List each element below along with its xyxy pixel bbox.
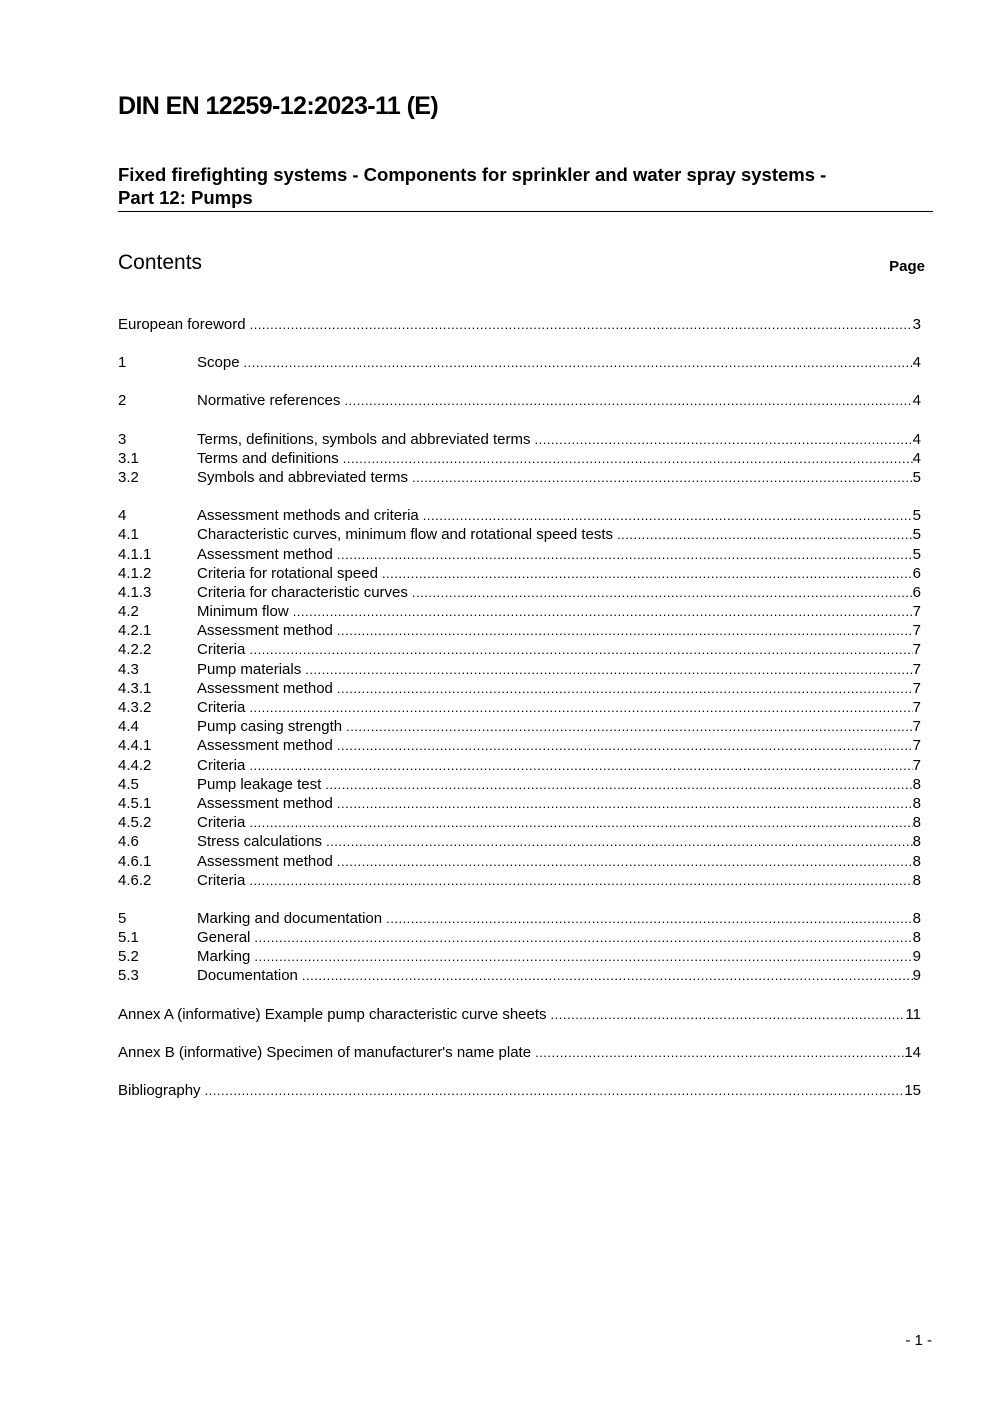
toc-entry-page: 14: [904, 1043, 921, 1061]
toc-entry[interactable]: [118, 545, 921, 564]
toc-entry[interactable]: [118, 506, 921, 525]
toc-dot-leader: [244, 353, 913, 372]
toc-entry-page: 5: [912, 468, 921, 486]
toc-entry-title: Characteristic curves, minimum flow and rotational speed tests: [197, 526, 614, 544]
toc-entry-title: Assessment method: [197, 679, 333, 697]
toc-dot-leader: [293, 602, 913, 621]
toc-entry-title: Annex B (informative) Specimen of manufacturer's name plate: [118, 1043, 532, 1061]
toc-entry[interactable]: [118, 468, 921, 487]
toc-entry-title: Assessment method: [197, 737, 333, 755]
toc-dot-leader: [326, 832, 913, 851]
document-id: DIN EN 12259-12:2023-11 (E): [118, 92, 439, 120]
toc-entry-page: 11: [905, 1005, 921, 1023]
toc-entry-page: 15: [904, 1082, 921, 1099]
toc-dot-leader: [551, 1005, 906, 1024]
toc-entry-title: Terms and definitions: [197, 449, 339, 467]
toc-entry-number: 4.6.2: [118, 871, 152, 889]
toc-entry-number: 1: [118, 354, 127, 372]
toc-entry-page: 8: [912, 852, 921, 870]
toc-entry-page: 6: [912, 564, 921, 582]
toc-entry-page: 4: [912, 354, 921, 372]
document-title-line-1: Fixed firefighting systems - Components for sprinkler and water spray systems -: [118, 164, 827, 185]
toc-entry[interactable]: [118, 717, 921, 736]
toc-entry-number: 4.4: [118, 718, 139, 736]
toc-entry[interactable]: [118, 852, 921, 871]
toc-entry[interactable]: [118, 315, 921, 334]
toc-dot-leader: [337, 621, 913, 640]
toc-entry-number: 3.2: [118, 468, 139, 486]
toc-entry-page: 8: [912, 909, 921, 927]
toc-dot-leader: [423, 506, 913, 525]
toc-dot-leader: [325, 775, 912, 794]
toc-dot-leader: [534, 430, 912, 449]
toc-dot-leader: [249, 871, 912, 890]
toc-dot-leader: [412, 468, 913, 487]
toc-entry-number: 4.3.1: [118, 679, 152, 697]
toc-entry[interactable]: [118, 391, 921, 410]
toc-entry-page: 5: [912, 545, 921, 563]
toc-entry-title: Criteria: [197, 814, 246, 832]
toc-entry-number: 5.2: [118, 948, 139, 966]
toc-entry[interactable]: [118, 756, 921, 775]
toc-dot-leader: [386, 909, 913, 928]
toc-dot-leader: [337, 545, 913, 564]
toc-entry-number: 4.5: [118, 775, 139, 793]
toc-entry-number: 4.2.2: [118, 641, 152, 659]
toc-entry[interactable]: [118, 1005, 921, 1024]
toc-entry[interactable]: [118, 698, 921, 717]
toc-entry-title: Documentation: [197, 967, 298, 985]
toc-dot-leader: [337, 736, 913, 755]
toc-dot-leader: [254, 928, 912, 947]
toc-entry-number: 3: [118, 430, 127, 448]
toc-entry[interactable]: [118, 947, 921, 966]
toc-entry-page: 8: [912, 833, 921, 851]
toc-dot-leader: [249, 640, 912, 659]
toc-entry-page: 7: [912, 718, 921, 736]
toc-entry-title: Pump casing strength: [197, 718, 343, 736]
toc-dot-leader: [412, 583, 913, 602]
toc-entry-title: Pump materials: [197, 660, 302, 678]
toc-entry[interactable]: [118, 583, 921, 602]
toc-entry[interactable]: [118, 832, 921, 851]
toc-entry-number: 4.3: [118, 660, 139, 678]
toc-entry-title: Criteria: [197, 871, 246, 889]
toc-entry-number: 4: [118, 507, 127, 525]
toc-dot-leader: [344, 391, 912, 410]
toc-entry-page: 7: [912, 641, 921, 659]
toc-entry[interactable]: [118, 736, 921, 755]
toc-entry-title: Criteria for rotational speed: [197, 564, 378, 582]
toc-entry-title: Assessment method: [197, 622, 333, 640]
toc-entry-title: Pump leakage test: [197, 775, 322, 793]
toc-entry-title: Stress calculations: [197, 833, 323, 851]
toc-entry-number: 2: [118, 392, 127, 410]
toc-entry-number: 4.1: [118, 526, 139, 544]
toc-entry-page: 8: [912, 775, 921, 793]
toc-entry[interactable]: [118, 660, 921, 679]
toc-entry[interactable]: [118, 430, 921, 449]
toc-entry-number: 4.1.2: [118, 564, 152, 582]
toc-entry-page: 9: [912, 948, 921, 966]
toc-entry-page: 8: [912, 871, 921, 889]
toc-entry-page: 7: [912, 660, 921, 678]
toc-entry-title: Marking: [197, 948, 251, 966]
toc-entry-page: 8: [912, 794, 921, 812]
toc-entry-title: Marking and documentation: [197, 909, 383, 927]
contents-heading: Contents: [118, 251, 203, 274]
toc-entry[interactable]: [118, 525, 921, 544]
toc-entry-title: Criteria: [197, 756, 246, 774]
toc-entry[interactable]: [118, 679, 921, 698]
toc-entry[interactable]: [118, 813, 921, 832]
toc-dot-leader: [250, 315, 913, 334]
toc-entry[interactable]: [118, 449, 921, 468]
toc-entry-page: 7: [912, 622, 921, 640]
toc-entry[interactable]: [118, 621, 921, 640]
toc-entry-page: 6: [912, 583, 921, 601]
toc-entry-page: 4: [912, 430, 921, 448]
toc-entry-title: Criteria: [197, 641, 246, 659]
toc-entry-title: General: [197, 929, 251, 947]
toc-entry[interactable]: [118, 928, 921, 947]
toc-entry-number: 4.4.1: [118, 737, 152, 755]
toc-entry-page: 8: [912, 929, 921, 947]
document-title-line-2: Part 12: Pumps: [118, 187, 253, 208]
toc-dot-leader: [254, 947, 912, 966]
toc-entry-page: 5: [912, 526, 921, 544]
toc-entry-title: Assessment method: [197, 852, 333, 870]
toc-dot-leader: [346, 717, 913, 736]
toc-dot-leader: [205, 1081, 905, 1100]
toc-dot-leader: [249, 756, 912, 775]
toc-dot-leader: [337, 852, 913, 871]
toc-entry-title: Assessment methods and criteria: [197, 507, 419, 525]
toc-entry-title: Criteria: [197, 699, 246, 716]
toc-dot-leader: [249, 698, 912, 717]
toc-entry-page: 8: [912, 814, 921, 832]
toc-entry-title: Assessment method: [197, 545, 333, 563]
toc-dot-leader: [305, 660, 912, 679]
toc-entry-page: 7: [912, 699, 921, 716]
toc-entry-number: 4.5.1: [118, 794, 152, 812]
toc-entry-number: 5.3: [118, 967, 139, 985]
toc-dot-leader: [535, 1043, 904, 1062]
toc-entry[interactable]: [118, 1043, 921, 1062]
toc-entry[interactable]: [118, 794, 921, 813]
toc-entry-page: 5: [912, 507, 921, 525]
page-number: - 1 -: [905, 1332, 932, 1349]
toc-entry-number: 4.6.1: [118, 852, 152, 870]
toc-entry-number: 4.5.2: [118, 814, 152, 832]
toc-entry-number: 4.2.1: [118, 622, 152, 640]
toc-entry-title: Scope: [197, 354, 240, 372]
toc-dot-leader: [617, 525, 913, 544]
toc-entry-number: 5.1: [118, 929, 139, 947]
toc-entry-title: Assessment method: [197, 794, 333, 812]
toc-entry-page: 7: [912, 603, 921, 621]
toc-dot-leader: [302, 966, 913, 985]
toc-entry-title: Minimum flow: [197, 603, 289, 621]
toc-entry-page: 4: [912, 449, 921, 467]
toc-dot-leader: [249, 813, 912, 832]
toc-entry-page: 4: [912, 392, 921, 410]
toc-dot-leader: [343, 449, 913, 468]
toc-dot-leader: [337, 794, 913, 813]
toc-entry-title: Criteria for characteristic curves: [197, 583, 408, 601]
toc-entry[interactable]: [118, 564, 921, 583]
toc-entry-number: 4.1.1: [118, 545, 152, 563]
toc-entry-page: 7: [912, 737, 921, 755]
toc-entry-title: Annex A (informative) Example pump characteristic curve sheets: [118, 1005, 547, 1023]
toc-entry-number: 4.6: [118, 833, 139, 851]
toc-entry[interactable]: [118, 966, 921, 985]
toc-entry[interactable]: [118, 640, 921, 659]
toc-entry-number: 4.1.3: [118, 583, 152, 601]
toc-dot-leader: [382, 564, 913, 583]
toc-entry[interactable]: [118, 775, 921, 794]
toc-entry[interactable]: [118, 1081, 921, 1100]
toc-entry-title: Bibliography: [118, 1082, 201, 1099]
toc-entry-page: 9: [912, 967, 921, 985]
toc-dot-leader: [337, 679, 913, 698]
toc-entry[interactable]: [118, 909, 921, 928]
toc-entry-page: 7: [912, 756, 921, 774]
toc-entry-page: 3: [912, 316, 921, 333]
toc-entry-number: 3.1: [118, 449, 139, 467]
table-of-contents: [118, 315, 921, 1100]
toc-entry-title: Normative references: [197, 392, 341, 410]
document-title: [118, 163, 933, 212]
toc-entry-title: Terms, definitions, symbols and abbreviated terms: [197, 430, 531, 448]
page-column-heading: Page: [889, 258, 925, 275]
toc-entry-title: Symbols and abbreviated terms: [197, 468, 408, 486]
toc-entry-number: 4.2: [118, 603, 139, 621]
toc-entry-number: 4.4.2: [118, 756, 152, 774]
toc-entry[interactable]: [118, 602, 921, 621]
toc-entry-page: 7: [912, 679, 921, 697]
toc-entry[interactable]: [118, 353, 921, 372]
toc-entry-number: 5: [118, 909, 127, 927]
toc-entry-number: 4.3.2: [118, 699, 152, 716]
toc-entry-title: European foreword: [118, 316, 246, 333]
toc-entry[interactable]: [118, 871, 921, 890]
